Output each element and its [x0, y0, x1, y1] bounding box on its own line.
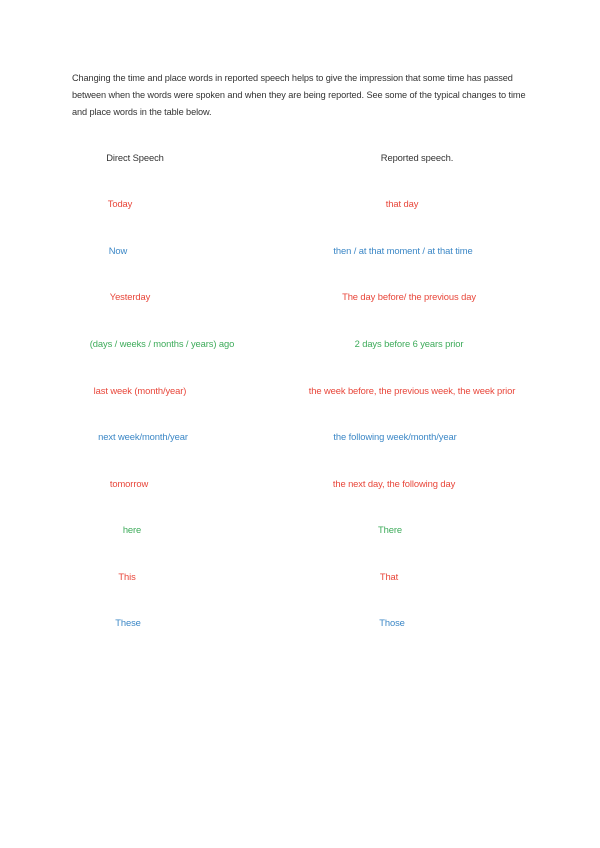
- reported-cell-then: then / at that moment / at that time: [333, 245, 473, 256]
- direct-cell-here: here: [122, 524, 142, 535]
- reported-cell-day-before: The day before/ the previous day: [342, 291, 476, 302]
- reported-cell-there: There: [378, 524, 402, 535]
- reported-cell-next-day: the next day, the following day: [332, 478, 456, 489]
- direct-cell-now: Now: [108, 245, 128, 256]
- reported-cell-following-week: the following week/month/year: [333, 431, 457, 442]
- header-direct-speech: Direct Speech: [106, 152, 164, 163]
- direct-cell-ago: (days / weeks / months / years) ago: [89, 338, 235, 349]
- reported-cell-that-day: that day: [385, 198, 419, 209]
- header-reported-speech: Reported speech.: [380, 152, 454, 163]
- reported-cell-week-before: the week before, the previous week, the week prior: [308, 385, 516, 396]
- reported-cell-those: Those: [379, 617, 405, 628]
- reported-cell-that: That: [379, 571, 399, 582]
- direct-cell-today: Today: [107, 198, 133, 209]
- intro-paragraph: Changing the time and place words in reported speech helps to give the impression that some time has passed between when the words were spoken and when they are being reported. See some of the typical changes to time and place words in the table below.: [72, 73, 526, 117]
- direct-cell-these: These: [115, 617, 141, 628]
- direct-cell-this: This: [118, 571, 136, 582]
- direct-cell-tomorrow: tomorrow: [109, 478, 149, 489]
- direct-cell-yesterday: Yesterday: [109, 291, 151, 302]
- direct-cell-next-week: next week/month/year: [98, 431, 188, 442]
- reported-cell-days-before: 2 days before 6 years prior: [354, 338, 464, 349]
- direct-cell-last-week: last week (month/year): [93, 385, 187, 396]
